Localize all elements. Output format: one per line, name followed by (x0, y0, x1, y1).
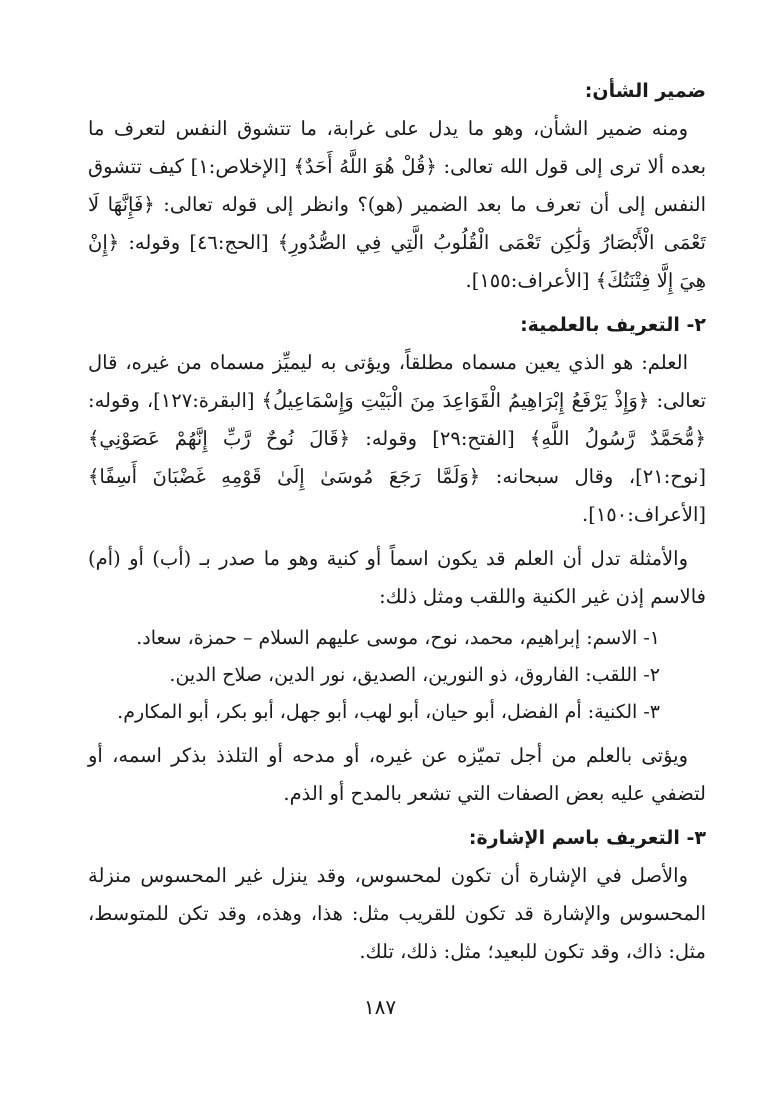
paragraph-pronoun: ومنه ضمير الشأن، وهو ما يدل على غرابة، ما تتشوق النفس لتعرف ما بعده ألا ترى إلى قول الله تعالى: ﴿قُلْ هُوَ اللَّهُ أَحَدٌ﴾ [الإخلاص:١] كيف تتشوق النفس إلى أن تعرف ما بعد الضمير (هو)؟ وانظر إلى قوله تعالى: ﴿فَإِنَّهَا لَا تَعْمَى الْأَبْصَارُ وَلَٰكِن تَعْمَى الْقُلُوبُ الَّتِي فِي الصُّدُورِ﴾ [الحج:٤٦] وقوله: ﴿إِنْ هِيَ إِلَّا فِتْنَتُكَ﴾ [الأعراف:١٥٥]. (88, 117, 706, 292)
section-title-demonstrative: ٣- التعريف باسم الإشارة: (468, 827, 706, 849)
paragraph-purpose: ويؤتى بالعلم من أجل تميّزه عن غيره، أو مدحه أو التلذذ بذكر اسمه، أو لتضفي عليه بعض الصفات التي تشعر بالمدح أو الذم. (88, 744, 706, 805)
paragraph-demonstrative: والأصل في الإشارة أن تكون لمحسوس، وقد ينزل غير المحسوس منزلة المحسوس والإشارة قد تكون للقريب مثل: هذا، وهذه، وقد تكن للمتوسط، مثل: ذاك، وقد تكون للبعيد؛ مثل: ذلك، تلك. (88, 864, 706, 963)
list-item: ٢- اللقب: الفاروق، ذو النورين، الصديق، نور الدين، صلاح الدين. (169, 664, 660, 686)
paragraph-examples-intro: والأمثلة تدل أن العلم قد يكون اسماً أو كنية وهو ما صدر بـ (أب) أو (أم) فالاسم إذن غير الكنية واللقب ومثل ذلك: (88, 547, 706, 608)
section-title-proper-names: ٢- التعريف بالعلمية: (520, 314, 706, 336)
page-body (88, 72, 706, 971)
paragraph-proper-names: العلم: هو الذي يعين مسماه مطلقاً، ويؤتى به ليميِّز مسماه من غيره، قال تعالى: ﴿وَإِذْ يَرْفَعُ إِبْرَاهِيمُ الْقَوَاعِدَ مِنَ الْبَيْتِ وَإِسْمَاعِيلُ﴾ [البقرة:١٢٧]، وقوله: ﴿مُّحَمَّدٌ رَّسُولُ اللَّهِ﴾ [الفتح:٢٩] وقوله: ﴿قَالَ نُوحٌ رَّبِّ إِنَّهُمْ عَصَوْنِي﴾ [نوح:٢١]، وقال سبحانه: ﴿وَلَمَّا رَجَعَ مُوسَىٰ إِلَىٰ قَوْمِهِ غَضْبَانَ أَسِفًا﴾ [الأعراف:١٥٠]. (88, 351, 706, 526)
section-title-pronoun: ضمير الشأن: (584, 80, 706, 102)
examples-list (88, 620, 706, 731)
list-item: ٣- الكنية: أم الفضل، أبو حيان، أبو لهب، أبو جهل، أبو بكر، أبو المكارم. (117, 701, 660, 723)
list-item: ١- الاسم: إبراهيم، محمد، نوح، موسى عليهم السلام – حمزة، سعاد. (136, 627, 660, 649)
page-number: ١٨٧ (363, 995, 397, 1019)
